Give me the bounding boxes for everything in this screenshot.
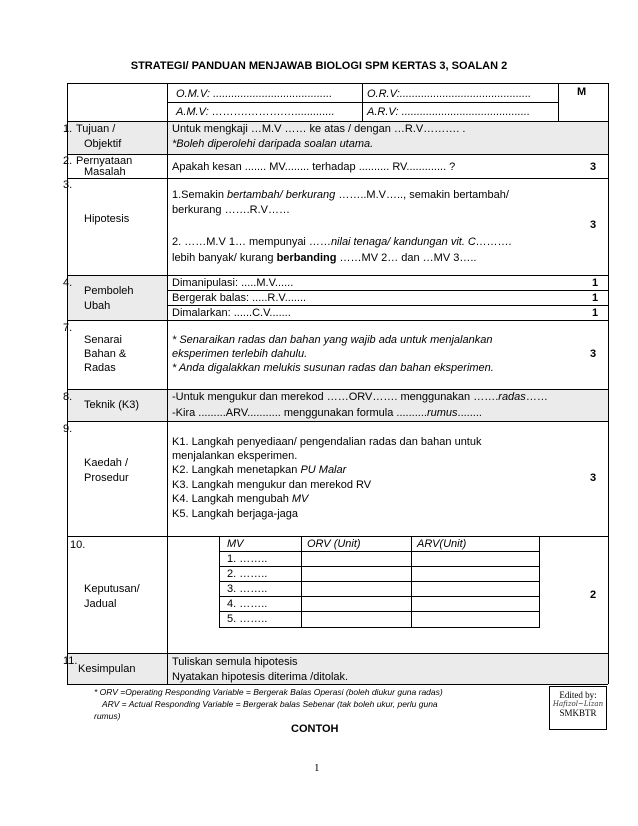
row-number: 8. xyxy=(63,391,73,403)
footnote-line: ARV = Actual Responding Variable = Bergerak balas Sebenar (tak boleh ukur, perlu guna xyxy=(102,699,438,709)
row-number: 11. xyxy=(63,655,78,667)
text-run: lebih banyak/ kurang xyxy=(172,252,277,264)
grid-line xyxy=(539,536,540,628)
footnote-line: * ORV =Operating Responding Variable = Bergerak Balas Operasi (boleh diukur guna radas) xyxy=(94,687,443,697)
procedure-step: menjalankan eksperimen. xyxy=(172,450,298,462)
row-label: Objektif xyxy=(84,138,122,150)
text-run: ……..M.V….., semakin bertambah/ xyxy=(335,189,509,201)
row-label: Hipotesis xyxy=(84,213,130,225)
row-content xyxy=(172,390,548,404)
row-number: 7. xyxy=(63,322,73,334)
table-header: ARV(Unit) xyxy=(417,538,467,550)
row-label: Masalah xyxy=(84,166,126,178)
edited-by-box xyxy=(549,686,607,730)
table-row: 1. …….. xyxy=(227,553,268,565)
text-run: 2. ……M.V 1… mempunyai …… xyxy=(172,236,331,248)
table-header: MV xyxy=(227,538,244,550)
text-run: ……MV 2… dan …MV 3….. xyxy=(336,252,477,264)
procedure-step xyxy=(172,492,308,506)
example-label: CONTOH xyxy=(291,723,339,735)
text-run: -Kira .........ARV........... menggunakan formula .......... xyxy=(172,407,427,419)
grid-line xyxy=(362,83,363,121)
grid-line xyxy=(67,320,608,321)
grid-line xyxy=(411,536,412,628)
mark-header: M xyxy=(577,86,587,98)
text-run: ........ xyxy=(457,407,482,419)
omv-field: O.M.V: ....................................... xyxy=(176,88,333,100)
row-content: Apakah kesan ....... MV........ terhadap .......... RV............. ? xyxy=(172,161,456,173)
row-number: 1. xyxy=(63,123,73,135)
row-number: 9. xyxy=(63,423,73,435)
grid-line xyxy=(301,536,302,628)
text-run: PU Malar xyxy=(300,464,347,476)
row-content: *Boleh diperolehi daripada soalan utama. xyxy=(172,138,374,150)
grid-line xyxy=(67,421,608,422)
row-content xyxy=(172,406,482,420)
page-number: 1 xyxy=(314,762,320,774)
row-content: * Anda digalakkan melukis susunan radas dan bahan eksperimen. xyxy=(172,362,494,374)
grid-line xyxy=(67,653,608,654)
procedure-step xyxy=(172,463,346,477)
row-number: 2. xyxy=(63,155,73,167)
row-number: 10. xyxy=(70,539,86,551)
grid-line xyxy=(67,684,608,685)
row-content: Dimanipulasi: .....M.V...... xyxy=(172,277,294,289)
text-run: MV xyxy=(291,493,309,505)
text-run: -Untuk mengukur dan merekod ……ORV……. menggunakan ……. xyxy=(172,391,499,403)
row-content: Untuk mengkaji …M.V …… ke atas / dengan …R.V………. . xyxy=(172,123,466,135)
row-label: Jadual xyxy=(84,598,117,610)
row-label: Ubah xyxy=(84,300,111,312)
row-content: eksperimen terlebih dahulu. xyxy=(172,348,308,360)
table-row: 3. …….. xyxy=(227,583,268,595)
grid-line xyxy=(219,536,220,628)
mark-value: 1 xyxy=(592,307,599,319)
row-label: Teknik (K3) xyxy=(84,399,140,411)
text-run: 1.Semakin xyxy=(172,189,228,201)
procedure-step: K1. Langkah penyediaan/ pengendalian radas dan bahan untuk xyxy=(172,436,482,448)
signature: Hafizol~Lizan xyxy=(552,700,604,708)
mark-value: 3 xyxy=(590,472,597,484)
mark-value: 1 xyxy=(592,277,599,289)
grid-line xyxy=(167,83,168,684)
arv-field: A.R.V: .......................................... xyxy=(367,106,531,118)
grid-line xyxy=(67,154,608,155)
procedure-step: K3. Langkah mengukur dan merekod RV xyxy=(172,479,372,491)
table-header: ORV (Unit) xyxy=(307,538,361,550)
table-row: 4. …….. xyxy=(227,598,268,610)
grid-line xyxy=(67,83,608,84)
grid-line xyxy=(67,83,68,684)
row-content: Nyatakan hipotesis diterima /ditolak. xyxy=(172,671,349,683)
row-label: Pernyataan xyxy=(76,155,133,167)
grid-line xyxy=(67,275,608,276)
row-content: * Senaraikan radas dan bahan yang wajib ada untuk menjalankan xyxy=(172,334,493,346)
row-content: berkurang …….R.V…… xyxy=(172,204,290,216)
row-content: Dimalarkan: ......C.V....... xyxy=(172,307,291,319)
table-row: 5. …….. xyxy=(227,613,268,625)
text-run: rumus xyxy=(426,407,458,419)
row-label: Tujuan / xyxy=(76,123,116,135)
text-run: …… xyxy=(525,391,548,403)
row-content xyxy=(172,188,509,202)
table-row: 2. …….. xyxy=(227,568,268,580)
text-run: nilai tenaga/ kandungan vit. C………. xyxy=(330,236,512,248)
grid-line xyxy=(558,83,559,121)
mark-value: 2 xyxy=(590,589,597,601)
row-label: Keputusan/ xyxy=(84,583,140,595)
row-label: Prosedur xyxy=(84,472,129,484)
mark-value: 1 xyxy=(592,292,599,304)
row-label: Radas xyxy=(84,362,116,374)
row-number: 3. xyxy=(63,179,73,191)
row-content: Bergerak balas: .....R.V....... xyxy=(172,292,307,304)
row-label: Kesimpulan xyxy=(78,663,136,675)
mark-value: 3 xyxy=(590,219,597,231)
results-table xyxy=(219,536,539,628)
text-run: K4. Langkah mengubah xyxy=(172,493,292,505)
row-label: Pemboleh xyxy=(84,285,134,297)
amv-field: A.M.V: ……….……….…............. xyxy=(176,106,335,118)
row-content xyxy=(172,251,476,265)
mark-value: 3 xyxy=(590,161,597,173)
text-run: bertambah/ berkurang xyxy=(227,189,336,201)
text-run: K2. Langkah menetapkan xyxy=(172,464,301,476)
orv-field: O.R.V:........................................... xyxy=(367,88,532,100)
procedure-step: K5. Langkah berjaga-jaga xyxy=(172,508,298,520)
row-label: Senarai xyxy=(84,334,122,346)
grid-line xyxy=(608,83,609,684)
row-label: Bahan & xyxy=(84,348,127,360)
grid-line xyxy=(67,178,608,179)
row-label: Kaedah / xyxy=(84,457,129,469)
grid-line xyxy=(219,627,539,628)
text-run: berbanding xyxy=(276,252,337,264)
mark-value: 3 xyxy=(590,348,597,360)
school-code: SMKBTR xyxy=(559,708,597,718)
footnote-line: rumus) xyxy=(94,711,121,721)
row-content xyxy=(172,235,512,249)
text-run: radas xyxy=(498,391,526,403)
row-content: Tuliskan semula hipotesis xyxy=(172,656,298,668)
row-number: 4. xyxy=(63,277,73,289)
edited-by-label: Edited by: xyxy=(559,690,597,700)
page-title: STRATEGI/ PANDUAN MENJAWAB BIOLOGI SPM KERTAS 3, SOALAN 2 xyxy=(130,60,508,72)
